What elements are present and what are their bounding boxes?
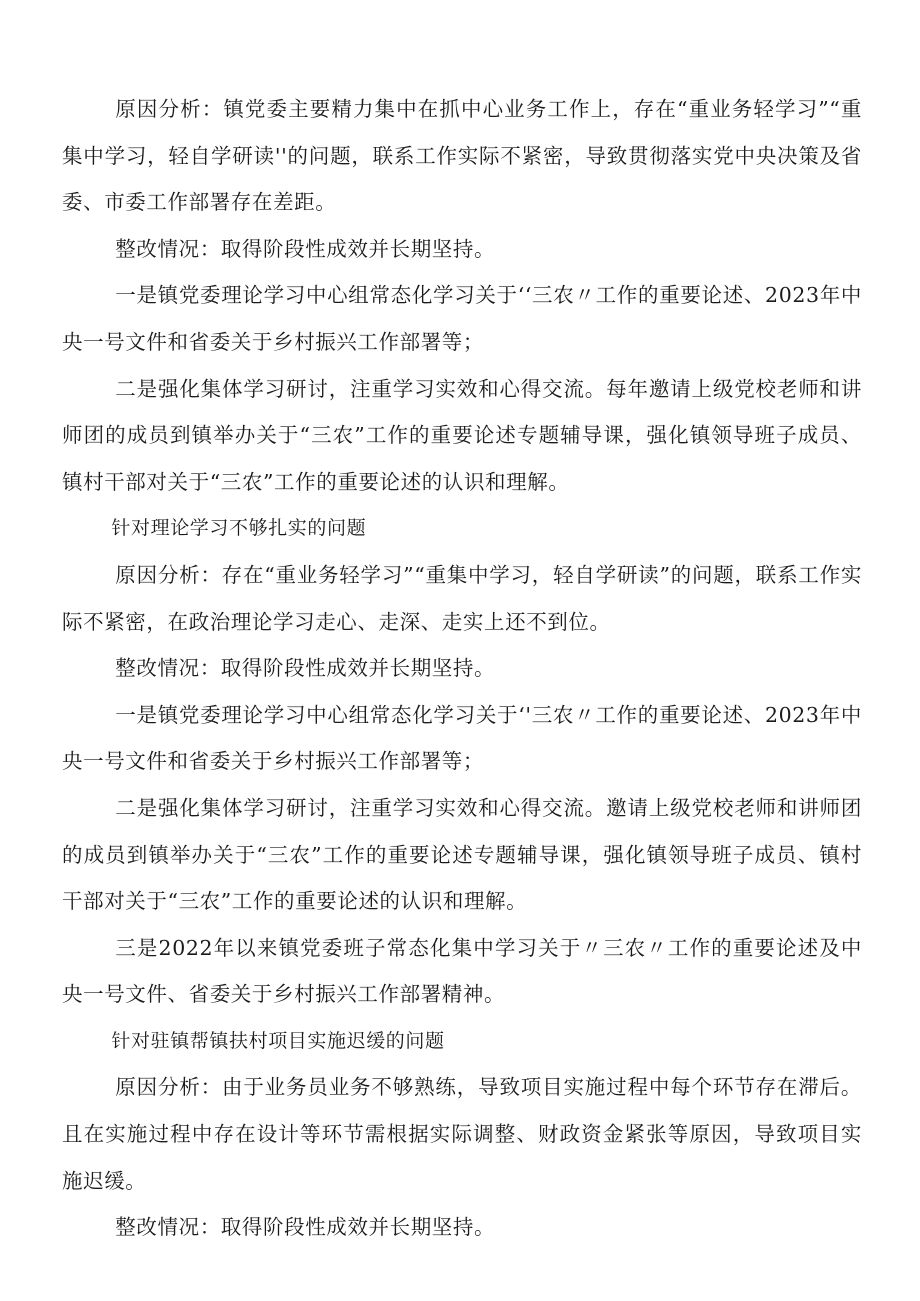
paragraph-rectification-status-3: 整改情况：取得阶段性成效并长期坚持。	[115, 1215, 496, 1240]
document-body	[62, 86, 862, 1251]
paragraph-rectification-status-2: 整改情况：取得阶段性成效并长期坚持。	[115, 656, 496, 681]
paragraph-rectification-status-1: 整改情况：取得阶段性成效并长期坚持。	[115, 236, 496, 261]
paragraph-cause-analysis-2: 原因分析：存在“重业务轻学习”“重集中学习，轻自学研读”的问题，联系工作实际不紧密，在政治理论学习走心、走深、走实上还不到位。	[62, 562, 862, 634]
paragraph-measure-2-2: 二是强化集体学习研讨，注重学习实效和心得交流。邀请上级党校老师和讲师团的成员到镇举办关于“三农”工作的重要论述专题辅导课，强化镇领导班子成员、镇村干部对关于“三农”工作的重要论述的认识和理解。	[62, 795, 862, 914]
paragraph-measure-2-1: 一是镇党委理论学习中心组常态化学习关于‘'三农〃工作的重要论述、2023年中央一号文件和省委关于乡村振兴工作部署等；	[62, 702, 862, 774]
paragraph-cause-analysis-3: 原因分析：由于业务员业务不够熟练，导致项目实施过程中每个环节存在滞后。且在实施过程中存在设计等环节需根据实际调整、财政资金紧张等原因，导致项目实施迟缓。	[62, 1075, 862, 1193]
paragraph-cause-analysis-1: 原因分析：镇党委主要精力集中在抓中心业务工作上，存在“重业务轻学习”“重集中学习，轻自学研读''的问题，联系工作实际不紧密，导致贯彻落实党中央决策及省委、市委工作部署存在差距。	[62, 97, 862, 215]
section-heading-theory-study: 针对理论学习不够扎实的问题	[111, 517, 367, 540]
paragraph-measure-1-1: 一是镇党委理论学习中心组常态化学习关于‘‘三农〃工作的重要论述、2023年中央一号文件和省委关于乡村振兴工作部署等；	[62, 283, 862, 354]
paragraph-measure-2-3: 三是2022年以来镇党委班子常态化集中学习关于〃三农〃工作的重要论述及中央一号文件、省委关于乡村振兴工作部署精神。	[62, 935, 862, 1007]
section-heading-project-delay: 针对驻镇帮镇扶村项目实施迟缓的问题	[111, 1029, 445, 1052]
paragraph-measure-1-2: 二是强化集体学习研讨，注重学习实效和心得交流。每年邀请上级党校老师和讲师团的成员到镇举办关于“三农”工作的重要论述专题辅导课，强化镇领导班子成员、镇村干部对关于“三农”工作的重要论述的认识和理解。	[62, 376, 862, 494]
